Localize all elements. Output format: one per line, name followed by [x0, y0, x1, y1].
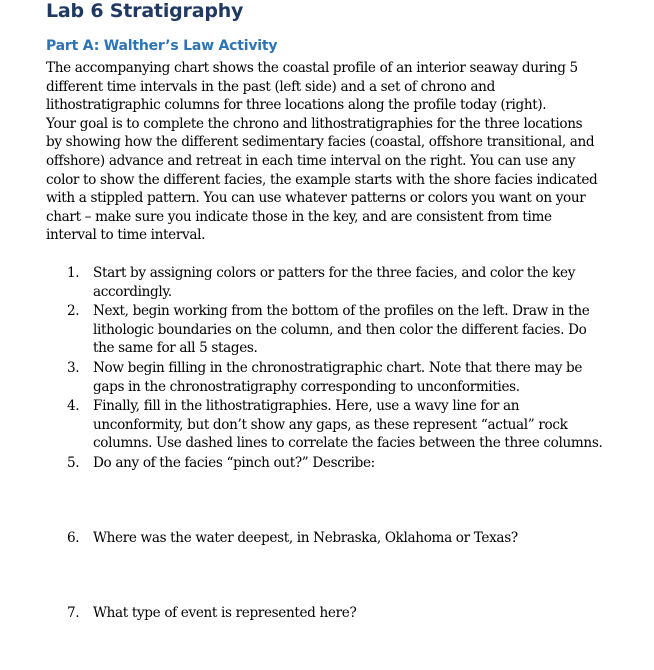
intro-line: interval to time interval.	[46, 227, 206, 244]
intro-line: chart – make sure you indicate those in the key, and are consistent from time	[46, 208, 552, 225]
step-text	[93, 359, 582, 396]
page-title: Lab 6 Stratigraphy	[46, 0, 244, 22]
step-line: Where was the water deepest, in Nebraska, Oklahoma or Texas?	[93, 530, 518, 546]
step-line: unconformity, but don’t show any gaps, as these represent “actual” rock	[93, 416, 568, 433]
step-line: lithologic boundaries on the column, and then color the different facies. Do	[93, 321, 587, 338]
intro-line: Your goal is to complete the chrono and lithostratigraphies for the three locations	[46, 115, 583, 132]
step-text	[93, 264, 575, 301]
step-number: 5.	[67, 455, 80, 471]
step-number: 3.	[67, 360, 80, 376]
step-line: the same for all 5 stages.	[93, 340, 258, 357]
step-line: Finally, fill in the lithostratigraphies. Here, use a wavy line for an	[93, 398, 520, 414]
step-number: 7.	[67, 605, 80, 621]
step-text	[93, 454, 375, 473]
intro-line: color to show the different facies, the example starts with the shore facies indicated	[46, 171, 598, 188]
step-line: columns. Use dashed lines to correlate the facies between the three columns.	[93, 435, 603, 452]
step-line: gaps in the chronostratigraphy corresponding to unconformities.	[93, 378, 520, 395]
step-line: Next, begin working from the bottom of the profiles on the left. Draw in the	[93, 303, 590, 319]
part-heading: Part A: Walther’s Law Activity	[46, 38, 278, 54]
step-line: What type of event is represented here?	[93, 605, 357, 621]
step-text	[93, 604, 356, 623]
step-line: Now begin filling in the chronostratigraphic chart. Note that there may be	[93, 360, 583, 376]
intro-line: lithostratigraphic columns for three locations along the profile today (right).	[46, 97, 547, 114]
intro-line: offshore) advance and retreat in each time interval on the right. You can use any	[46, 152, 576, 169]
step-text	[93, 302, 589, 358]
step-number: 4.	[67, 398, 80, 414]
step-number: 2.	[67, 303, 80, 319]
step-number: 1.	[67, 265, 80, 281]
intro-paragraph	[46, 59, 626, 245]
intro-line: with a stippled pattern. You can use whatever patterns or colors you want on your	[46, 190, 586, 207]
step-text	[93, 529, 518, 548]
intro-line: The accompanying chart shows the coastal profile of an interior seaway during 5	[46, 60, 578, 76]
step-line: Do any of the facies “pinch out?” Describe:	[93, 455, 375, 471]
intro-line: different time intervals in the past (left side) and a set of chrono and	[46, 78, 495, 95]
step-number: 6.	[67, 530, 80, 546]
intro-line: by showing how the different sedimentary facies (coastal, offshore transitional, and	[46, 134, 595, 151]
step-line: Start by assigning colors or patters for the three facies, and color the key	[93, 265, 576, 281]
step-line: accordingly.	[93, 283, 172, 300]
step-text	[93, 397, 602, 453]
